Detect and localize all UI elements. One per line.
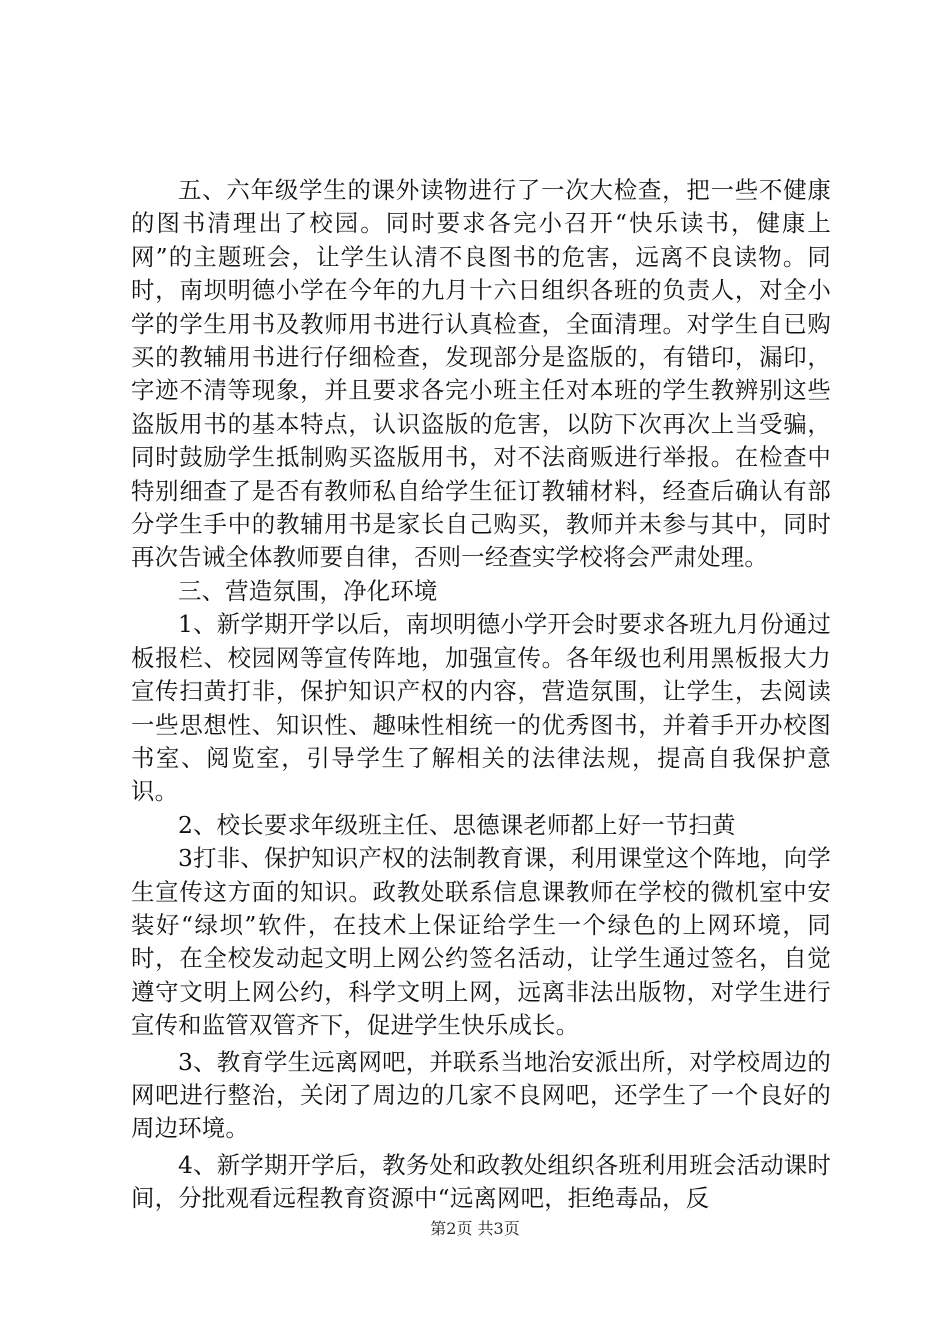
paragraph-item-2: 2、校长要求年级班主任、思德课老师都上好一节扫黄 [178,810,736,839]
paragraph-book-inspection: 五、六年级学生的课外读物进行了一次大检查，把一些不健康的图书清理出了校园。同时要求各完小召开“快乐读书，健康上网”的主题班会，让学生认清不良图书的危害，远离不良读物。同时，南坝明德小学在今年的九月十六日组织各班的负责人，对全小学的学生用书及教师用书进行认真检查，全面清理。对学生自已购买的教辅用书进行仔细检查，发现部分是盗版的，有错印，漏印，字迹不清等现象，并且要求各完小班主任对本班的学生教辨别这些盗版用书的基本特点，认识盗版的危害，以防下次再次上当受骗，同时鼓励学生抵制购买盗版用书，对不法商贩进行举报。在检查中特别细查了是否有教师私自给学生征订教辅材料，经查后确认有部分学生手中的教辅用书是家长自己购买，教师并未参与其中，同时再次告诫全体教师要自律，否则一经查实学校将会严肃处理。 [131,176,831,572]
page-footer: 第2页 共3页 [430,1219,520,1238]
document-body [131,174,831,1216]
paragraph-item-2-continued: 3打非、保护知识产权的法制教育课，利用课堂这个阵地，向学生宣传这方面的知识。政教处联系信息课教师在学校的微机室中安装好“绿坝”软件，在技术上保证给学生一个绿色的上网环境，同时，在全校发动起文明上网公约签名活动，让学生通过签名，自觉遵守文明上网公约，科学文明上网，远离非法出版物，对学生进行宣传和监管双管齐下，促进学生快乐成长。 [131,844,831,1040]
paragraph-item-1: 1、新学期开学以后，南坝明德小学开会时要求各班九月份通过板报栏、校园网等宣传阵地，加强宣传。各年级也利用黑板报大力宣传扫黄打非，保护知识产权的内容，营造氛围，让学生，去阅读一些思想性、知识性、趣味性相统一的优秀图书，并着手开办校图书室、阅览室，引导学生了解相关的法律法规，提高自我保护意识。 [131,610,831,806]
paragraph-item-3: 3、教育学生远离网吧，并联系当地治安派出所，对学校周边的网吧进行整治，关闭了周边的几家不良网吧，还学生了一个良好的周边环境。 [131,1047,831,1143]
section-heading-atmosphere: 三、营造氛围，净化环境 [178,576,438,605]
paragraph-item-4: 4、新学期开学后，教务处和政教处组织各班利用班会活动课时间，分批观看远程教育资源中“远离网吧，拒绝毒品，反 [131,1150,831,1213]
